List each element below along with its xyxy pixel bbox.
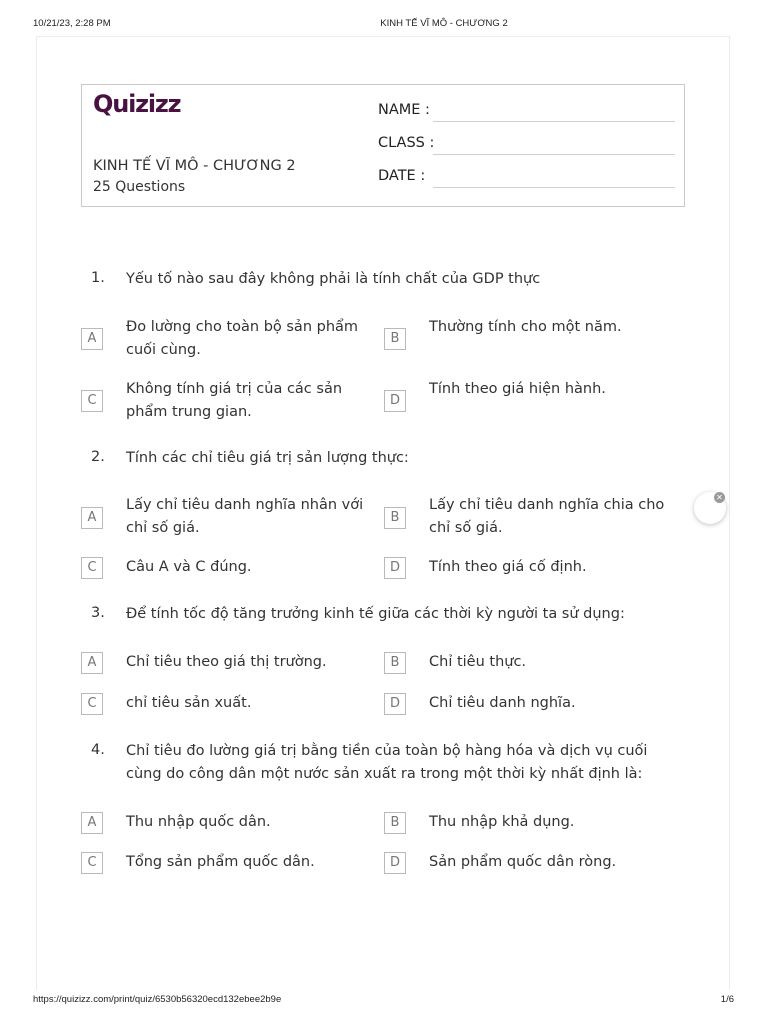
name-label: NAME : (378, 102, 430, 118)
option-c-text: Không tính giá trị của các sản phẩm trung gian. (126, 381, 343, 420)
quizizz-logo: Quizizz (93, 90, 181, 118)
option-c-text: chỉ tiêu sản xuất. (126, 695, 252, 711)
option-b-box[interactable]: B (384, 812, 406, 834)
question-text: Để tính tốc độ tăng trưởng kinh tế giữa các thời kỳ người ta sử dụng: (126, 606, 625, 622)
option-c-text: Tổng sản phẩm quốc dân. (126, 854, 315, 870)
option-a-text: Thu nhập quốc dân. (126, 814, 271, 830)
floating-widget[interactable] (694, 492, 726, 524)
option-c-text: Câu A và C đúng. (126, 559, 252, 575)
option-d-box[interactable]: D (384, 693, 406, 715)
worksheet-header (81, 84, 685, 207)
question-count: 25 Questions (93, 179, 186, 195)
option-c-box[interactable]: C (81, 390, 103, 412)
option-a-box[interactable]: A (81, 328, 103, 350)
question-text: Tính các chỉ tiêu giá trị sản lượng thực: (126, 450, 409, 466)
print-url: https://quizizz.com/print/quiz/6530b56320ecd132ebee2b9e (33, 994, 282, 1005)
option-b-text: Lấy chỉ tiêu danh nghĩa chia cho chỉ số giá. (429, 497, 665, 536)
question-number: 4. (91, 742, 105, 758)
option-a-box[interactable]: A (81, 507, 103, 529)
option-a-box[interactable]: A (81, 652, 103, 674)
print-header (0, 18, 768, 32)
option-a-box[interactable]: A (81, 812, 103, 834)
class-label: CLASS : (378, 135, 435, 151)
option-b-text: Chỉ tiêu thực. (429, 654, 527, 670)
class-field[interactable] (378, 133, 675, 157)
option-d-box[interactable]: D (384, 852, 406, 874)
option-a-text: Chỉ tiêu theo giá thị trường. (126, 654, 327, 670)
option-a-text: Lấy chỉ tiêu danh nghĩa nhân với chỉ số giá. (126, 497, 364, 536)
date-line[interactable] (433, 187, 675, 188)
option-d-text: Tính theo giá hiện hành. (429, 381, 606, 397)
option-d-text: Sản phẩm quốc dân ròng. (429, 854, 617, 870)
question-number: 3. (91, 605, 105, 621)
print-datetime: 10/21/23, 2:28 PM (33, 18, 111, 29)
option-c-box[interactable]: C (81, 557, 103, 579)
print-title: KINH TẾ VĨ MÔ - CHƯƠNG 2 (380, 18, 508, 29)
option-d-box[interactable]: D (384, 390, 406, 412)
option-d-text: Tính theo giá cố định. (429, 559, 587, 575)
question-text: Yếu tố nào sau đây không phải là tính chất của GDP thực (126, 271, 541, 287)
print-footer (0, 994, 768, 1008)
close-icon[interactable]: ✕ (714, 492, 725, 503)
name-field[interactable] (378, 100, 675, 124)
option-c-box[interactable]: C (81, 693, 103, 715)
option-b-box[interactable]: B (384, 328, 406, 350)
question-text: Chỉ tiêu đo lường giá trị bằng tiền của toàn bộ hàng hóa và dịch vụ cuối cùng do công dân một nước sản xuất ra trong một thời kỳ nhất định là: (126, 743, 648, 782)
class-line[interactable] (433, 154, 675, 155)
question-number: 1. (91, 270, 105, 286)
option-c-box[interactable]: C (81, 852, 103, 874)
option-b-text: Thường tính cho một năm. (429, 319, 622, 335)
option-a-text: Đo lường cho toàn bộ sản phẩm cuối cùng. (126, 319, 359, 358)
option-b-box[interactable]: B (384, 652, 406, 674)
name-line[interactable] (433, 121, 675, 122)
option-b-box[interactable]: B (384, 507, 406, 529)
date-field[interactable] (378, 166, 675, 190)
option-d-box[interactable]: D (384, 557, 406, 579)
question-number: 2. (91, 449, 105, 465)
quiz-title: KINH TẾ VĨ MÔ - CHƯƠNG 2 (93, 158, 296, 174)
option-b-text: Thu nhập khả dụng. (429, 814, 575, 830)
date-label: DATE : (378, 168, 426, 184)
page-number: 1/6 (720, 994, 734, 1005)
option-d-text: Chỉ tiêu danh nghĩa. (429, 695, 576, 711)
